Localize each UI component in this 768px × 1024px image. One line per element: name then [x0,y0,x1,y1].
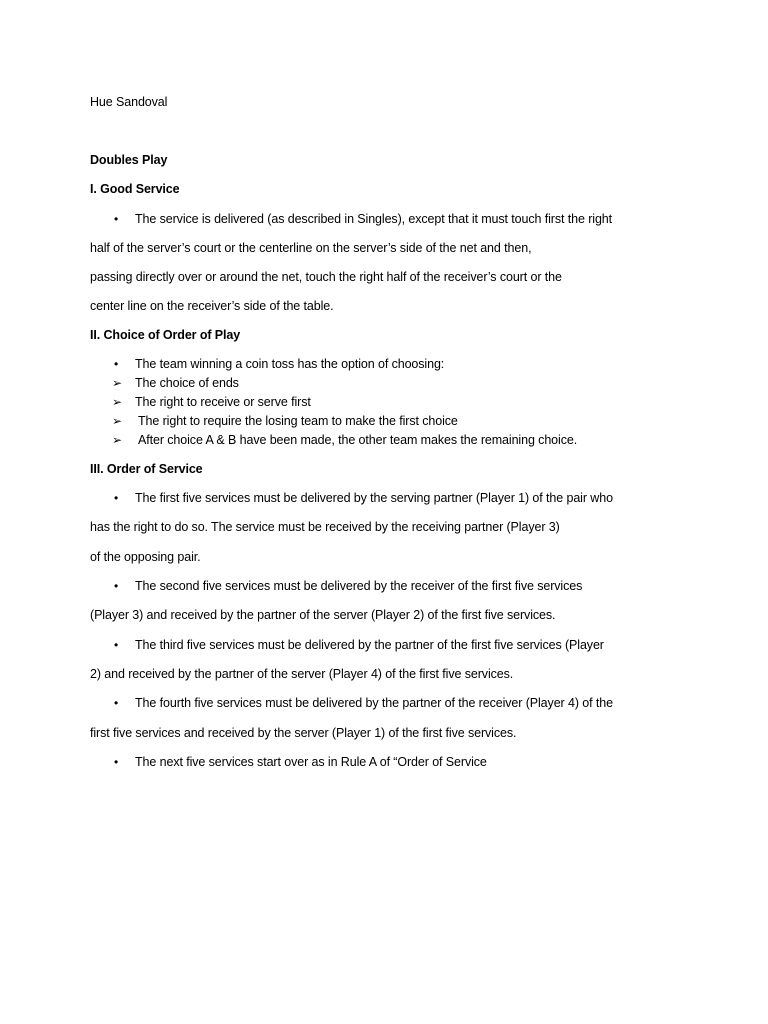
section-heading-order-of-service: III. Order of Service [90,462,203,476]
paragraph-line: The next five services start over as in Rule A of “Order of Service [135,755,487,769]
paragraph-line: of the opposing pair. [90,550,201,564]
paragraph-line: The fourth five services must be delivered by the partner of the receiver (Player 4) of the [135,696,613,710]
list-item: The choice of ends [135,376,239,390]
list-item: The right to receive or serve first [135,395,311,409]
list-item: After choice A & B have been made, the other team makes the remaining choice. [138,433,578,447]
bullet-marker: • [114,357,119,371]
paragraph-line: center line on the receiver’s side of the table. [90,299,334,313]
list-intro: The team winning a coin toss has the option of choosing: [135,357,445,371]
arrow-bullet-icon: ➢ [112,395,123,409]
bullet-marker: • [114,491,119,505]
paragraph-line: has the right to do so. The service must be received by the receiving partner (Player 3) [90,520,560,534]
paragraph-line: 2) and received by the partner of the server (Player 4) of the first five services. [90,667,514,681]
section-heading-good-service: I. Good Service [90,182,180,196]
paragraph-line: passing directly over or around the net, touch the right half of the receiver’s court or the [90,270,562,284]
paragraph-line: The first five services must be delivered by the serving partner (Player 1) of the pair who [135,491,613,505]
section-heading-choice-of-order: II. Choice of Order of Play [90,328,241,342]
paragraph-line: The service is delivered (as described in Singles), except that it must touch first the right [135,212,613,226]
arrow-bullet-icon: ➢ [112,414,123,428]
list-item: The right to require the losing team to make the first choice [138,414,458,428]
bullet-marker: • [114,696,119,710]
bullet-marker: • [114,755,119,769]
paragraph-line: first five services and received by the server (Player 1) of the first five services. [90,726,517,740]
paragraph-line: half of the server’s court or the centerline on the server’s side of the net and then, [90,241,532,255]
bullet-marker: • [114,638,119,652]
bullet-marker: • [114,212,119,226]
arrow-bullet-icon: ➢ [112,433,123,447]
author-name: Hue Sandoval [90,95,168,109]
paragraph-line: The third five services must be delivered by the partner of the first five services (Player [135,638,604,652]
arrow-bullet-icon: ➢ [112,376,123,390]
paragraph-line: The second five services must be delivered by the receiver of the first five services [135,579,583,593]
bullet-marker: • [114,579,119,593]
paragraph-line: (Player 3) and received by the partner of the server (Player 2) of the first five services. [90,608,556,622]
document-title: Doubles Play [90,153,168,167]
